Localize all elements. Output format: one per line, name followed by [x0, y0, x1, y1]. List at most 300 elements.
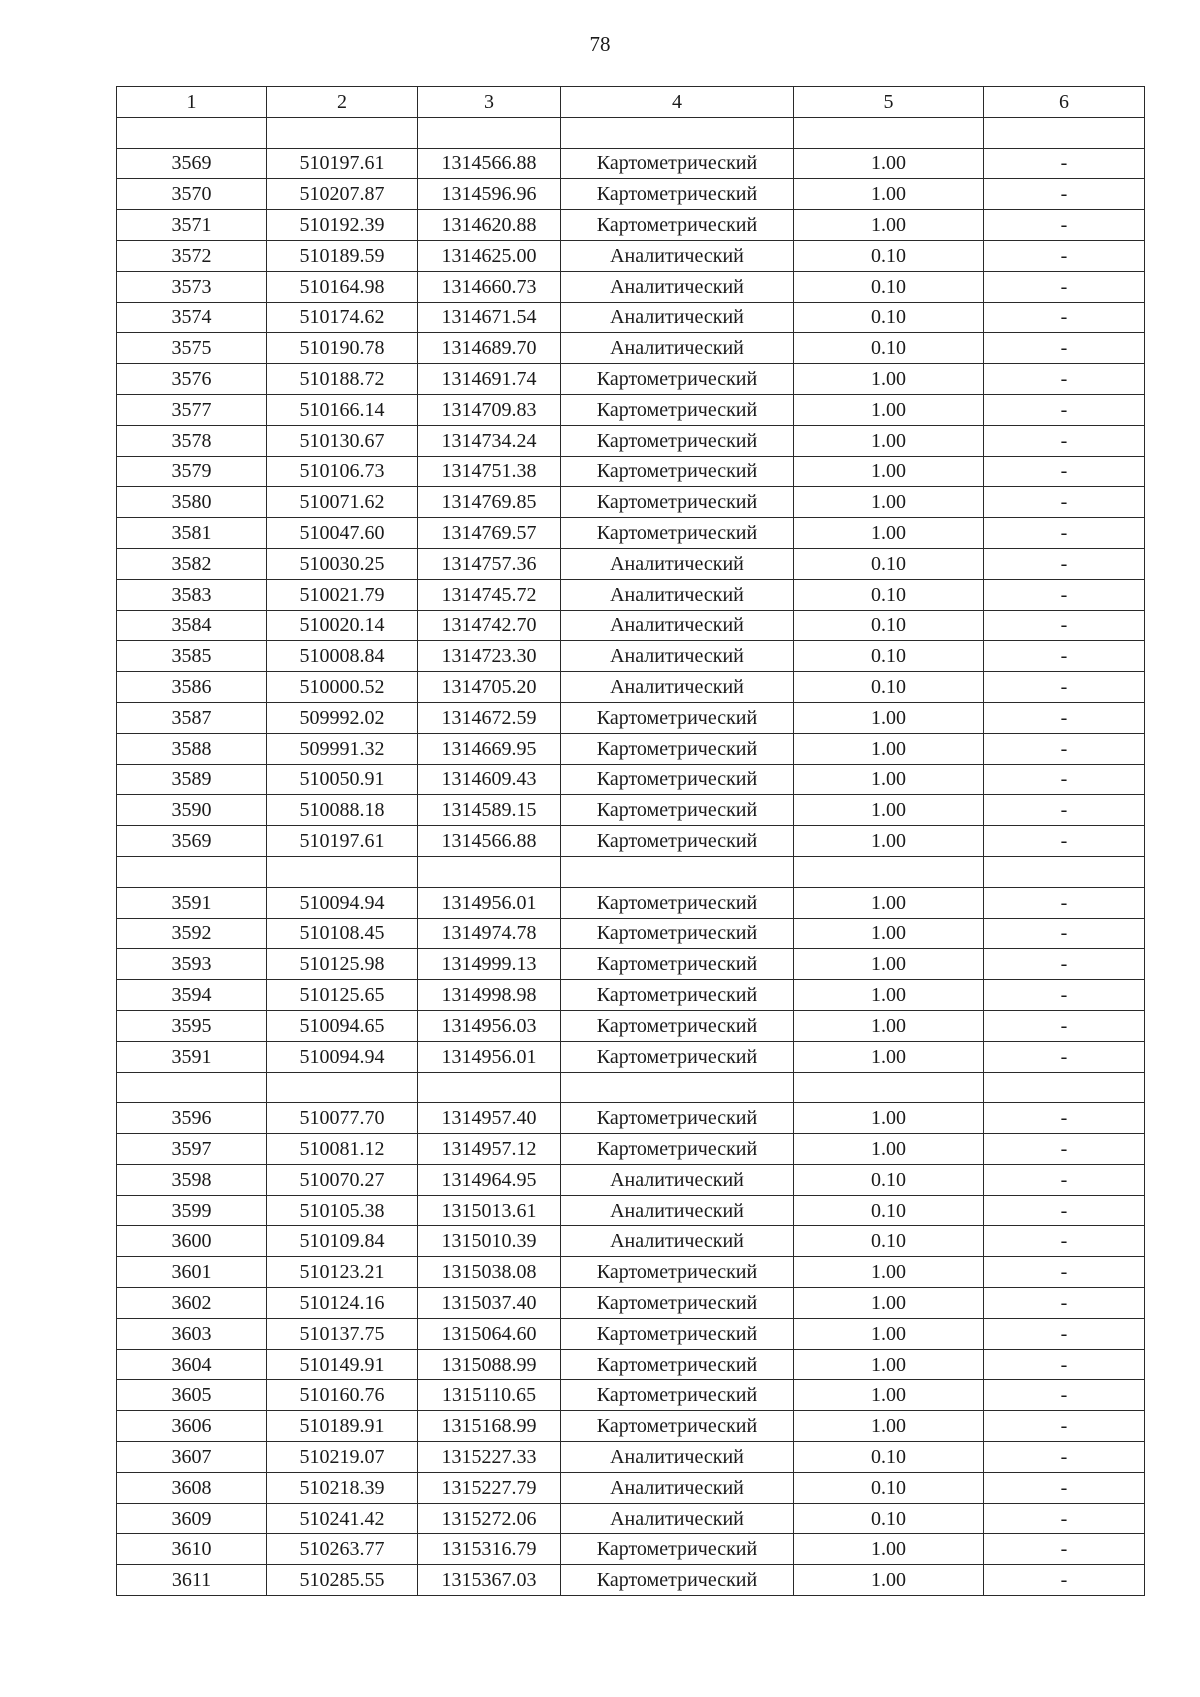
table-cell: 3605 — [117, 1380, 267, 1411]
table-cell: - — [984, 1195, 1145, 1226]
table-row — [117, 271, 1145, 302]
table-cell: 1314671.54 — [418, 302, 561, 333]
table-cell: 0.10 — [794, 302, 984, 333]
table-cell: Картометрический — [561, 980, 794, 1011]
table-row — [117, 1565, 1145, 1596]
table-cell: 510190.78 — [267, 333, 418, 364]
table-cell: 1315316.79 — [418, 1534, 561, 1565]
table-cell: 3580 — [117, 487, 267, 518]
table-cell: 1.00 — [794, 1411, 984, 1442]
table-cell: 509991.32 — [267, 733, 418, 764]
table-cell: 1314734.24 — [418, 425, 561, 456]
table-cell: 1.00 — [794, 1257, 984, 1288]
empty-cell — [984, 856, 1145, 887]
table-cell: 1315227.33 — [418, 1442, 561, 1473]
table-cell: 3571 — [117, 210, 267, 241]
table-cell: - — [984, 456, 1145, 487]
table-cell: 1.00 — [794, 1380, 984, 1411]
table-cell: 1314609.43 — [418, 764, 561, 795]
table-cell: 3584 — [117, 610, 267, 641]
table-cell: Аналитический — [561, 548, 794, 579]
table-cell: 510094.94 — [267, 887, 418, 918]
column-header: 3 — [418, 87, 561, 118]
table-cell: 0.10 — [794, 1472, 984, 1503]
table-row — [117, 1349, 1145, 1380]
table-cell: 1315367.03 — [418, 1565, 561, 1596]
table-cell: Аналитический — [561, 1503, 794, 1534]
table-cell: - — [984, 302, 1145, 333]
table-cell: - — [984, 672, 1145, 703]
table-cell: 1.00 — [794, 887, 984, 918]
table-row — [117, 302, 1145, 333]
table-cell: 3590 — [117, 795, 267, 826]
table-cell: Картометрический — [561, 887, 794, 918]
table-cell: Аналитический — [561, 271, 794, 302]
table-cell: - — [984, 980, 1145, 1011]
table-cell: Картометрический — [561, 764, 794, 795]
coordinates-table — [116, 86, 1145, 1596]
table-cell: 3587 — [117, 702, 267, 733]
table-cell: 0.10 — [794, 548, 984, 579]
table-cell: Аналитический — [561, 1164, 794, 1195]
table-row — [117, 240, 1145, 271]
table-cell: - — [984, 179, 1145, 210]
table-cell: 0.10 — [794, 1164, 984, 1195]
table-cell: - — [984, 1565, 1145, 1596]
table-row — [117, 1010, 1145, 1041]
table-cell: 1314660.73 — [418, 271, 561, 302]
table-cell: - — [984, 764, 1145, 795]
table-row — [117, 610, 1145, 641]
column-header: 6 — [984, 87, 1145, 118]
table-cell: Картометрический — [561, 1380, 794, 1411]
table-cell: Аналитический — [561, 672, 794, 703]
table-cell: - — [984, 1349, 1145, 1380]
table-cell: 3585 — [117, 641, 267, 672]
table-cell: 1315064.60 — [418, 1318, 561, 1349]
table-row — [117, 918, 1145, 949]
table-cell: 3603 — [117, 1318, 267, 1349]
table-row — [117, 1041, 1145, 1072]
empty-cell — [267, 1072, 418, 1103]
table-cell: 1314998.98 — [418, 980, 561, 1011]
table-cell: 3588 — [117, 733, 267, 764]
table-cell: 1.00 — [794, 518, 984, 549]
empty-cell — [561, 856, 794, 887]
table-cell: 3578 — [117, 425, 267, 456]
table-cell: 1.00 — [794, 918, 984, 949]
table-cell: 1315010.39 — [418, 1226, 561, 1257]
table-cell: 1.00 — [794, 179, 984, 210]
header-row — [117, 87, 1145, 118]
table-cell: 510124.16 — [267, 1288, 418, 1319]
empty-cell — [794, 856, 984, 887]
table-cell: 1314589.15 — [418, 795, 561, 826]
table-cell: 1314769.85 — [418, 487, 561, 518]
table-cell: 1314974.78 — [418, 918, 561, 949]
table-cell: 1.00 — [794, 702, 984, 733]
table-cell: 3569 — [117, 826, 267, 857]
table-cell: Картометрический — [561, 1257, 794, 1288]
table-cell: 1314957.12 — [418, 1134, 561, 1165]
table-row — [117, 425, 1145, 456]
table-cell: Аналитический — [561, 1226, 794, 1257]
table-cell: 3611 — [117, 1565, 267, 1596]
table-cell: Картометрический — [561, 518, 794, 549]
table-cell: - — [984, 1534, 1145, 1565]
table-cell: 510030.25 — [267, 548, 418, 579]
table-cell: 510109.84 — [267, 1226, 418, 1257]
table-cell: 1314956.01 — [418, 887, 561, 918]
table-cell: 1314689.70 — [418, 333, 561, 364]
table-cell: Картометрический — [561, 179, 794, 210]
table-cell: 1.00 — [794, 394, 984, 425]
table-cell: - — [984, 1164, 1145, 1195]
table-cell: 1.00 — [794, 1134, 984, 1165]
table-cell: 3569 — [117, 148, 267, 179]
table-cell: 510192.39 — [267, 210, 418, 241]
table-cell: 3594 — [117, 980, 267, 1011]
table-cell: - — [984, 518, 1145, 549]
table-row — [117, 456, 1145, 487]
table-cell: Картометрический — [561, 1288, 794, 1319]
table-cell: 1.00 — [794, 733, 984, 764]
table-row — [117, 795, 1145, 826]
table-row — [117, 980, 1145, 1011]
empty-cell — [117, 117, 267, 148]
table-cell: 0.10 — [794, 1226, 984, 1257]
table-row — [117, 579, 1145, 610]
table-cell: 510047.60 — [267, 518, 418, 549]
table-cell: 3586 — [117, 672, 267, 703]
table-cell: - — [984, 918, 1145, 949]
table-cell: 510219.07 — [267, 1442, 418, 1473]
table-cell: 1314769.57 — [418, 518, 561, 549]
table-cell: - — [984, 548, 1145, 579]
table-cell: 1314625.00 — [418, 240, 561, 271]
table-cell: 3581 — [117, 518, 267, 549]
table-cell: - — [984, 1103, 1145, 1134]
table-cell: 3596 — [117, 1103, 267, 1134]
table-cell: - — [984, 1472, 1145, 1503]
table-cell: Картометрический — [561, 795, 794, 826]
table-cell: Картометрический — [561, 1565, 794, 1596]
table-cell: 0.10 — [794, 1195, 984, 1226]
table-cell: 510108.45 — [267, 918, 418, 949]
table-cell: 1.00 — [794, 764, 984, 795]
table-cell: 510071.62 — [267, 487, 418, 518]
table-cell: 1.00 — [794, 425, 984, 456]
table-cell: - — [984, 1010, 1145, 1041]
empty-cell — [117, 856, 267, 887]
empty-cell — [794, 117, 984, 148]
table-cell: 509992.02 — [267, 702, 418, 733]
table-cell: 3593 — [117, 949, 267, 980]
table-cell: - — [984, 425, 1145, 456]
table-cell: - — [984, 1503, 1145, 1534]
table-cell: 3602 — [117, 1288, 267, 1319]
table-cell: Картометрический — [561, 733, 794, 764]
table-cell: 1314669.95 — [418, 733, 561, 764]
table-cell: 1314956.01 — [418, 1041, 561, 1072]
table-cell: 1314620.88 — [418, 210, 561, 241]
table-cell: 3597 — [117, 1134, 267, 1165]
table-row — [117, 1103, 1145, 1134]
table-cell: 3574 — [117, 302, 267, 333]
table-row — [117, 364, 1145, 395]
table-cell: 1314596.96 — [418, 179, 561, 210]
table-cell: 1.00 — [794, 826, 984, 857]
table-cell: 510094.65 — [267, 1010, 418, 1041]
table-row — [117, 394, 1145, 425]
table-cell: 0.10 — [794, 1442, 984, 1473]
column-header: 1 — [117, 87, 267, 118]
table-cell: - — [984, 210, 1145, 241]
table-cell: 510008.84 — [267, 641, 418, 672]
table-cell: 1315038.08 — [418, 1257, 561, 1288]
table-cell: 3591 — [117, 1041, 267, 1072]
column-header: 4 — [561, 87, 794, 118]
table-cell: 1.00 — [794, 1010, 984, 1041]
table-cell: - — [984, 826, 1145, 857]
table-row — [117, 1380, 1145, 1411]
table-cell: 510123.21 — [267, 1257, 418, 1288]
table-cell: 510160.76 — [267, 1380, 418, 1411]
table-cell: 3599 — [117, 1195, 267, 1226]
table-cell: Картометрический — [561, 949, 794, 980]
table-row — [117, 1534, 1145, 1565]
table-row — [117, 1288, 1145, 1319]
separator-row — [117, 1072, 1145, 1103]
empty-cell — [267, 856, 418, 887]
table-cell: 3576 — [117, 364, 267, 395]
table-cell: 1.00 — [794, 210, 984, 241]
table-row — [117, 179, 1145, 210]
table-cell: 1.00 — [794, 148, 984, 179]
table-cell: 0.10 — [794, 672, 984, 703]
table-cell: Аналитический — [561, 610, 794, 641]
table-cell: - — [984, 702, 1145, 733]
empty-cell — [561, 117, 794, 148]
table-row — [117, 333, 1145, 364]
page-number: 78 — [589, 32, 611, 56]
table-row — [117, 702, 1145, 733]
table-cell: 3608 — [117, 1472, 267, 1503]
table-cell: - — [984, 487, 1145, 518]
table-cell: 3601 — [117, 1257, 267, 1288]
table-cell: 510197.61 — [267, 148, 418, 179]
table-cell: Аналитический — [561, 240, 794, 271]
table-cell: 510166.14 — [267, 394, 418, 425]
table-cell: Картометрический — [561, 1411, 794, 1442]
table-cell: 0.10 — [794, 271, 984, 302]
column-header: 2 — [267, 87, 418, 118]
table-cell: 3577 — [117, 394, 267, 425]
table-row — [117, 1195, 1145, 1226]
table-cell: 1.00 — [794, 364, 984, 395]
table-cell: 510020.14 — [267, 610, 418, 641]
table-cell: Картометрический — [561, 1010, 794, 1041]
table-cell: 510164.98 — [267, 271, 418, 302]
table-cell: 510241.42 — [267, 1503, 418, 1534]
table-cell: 1314999.13 — [418, 949, 561, 980]
table-cell: 1314956.03 — [418, 1010, 561, 1041]
empty-cell — [418, 117, 561, 148]
table-cell: 3609 — [117, 1503, 267, 1534]
table-cell: 510077.70 — [267, 1103, 418, 1134]
table-cell: - — [984, 610, 1145, 641]
table-cell: 1.00 — [794, 1349, 984, 1380]
table-row — [117, 1257, 1145, 1288]
table-cell: 1315168.99 — [418, 1411, 561, 1442]
table-cell: 3583 — [117, 579, 267, 610]
table-cell: 3591 — [117, 887, 267, 918]
table-cell: Аналитический — [561, 1442, 794, 1473]
table-cell: 510218.39 — [267, 1472, 418, 1503]
separator-row — [117, 856, 1145, 887]
table-cell: - — [984, 1380, 1145, 1411]
table-cell: Картометрический — [561, 826, 794, 857]
table-cell: 510125.65 — [267, 980, 418, 1011]
empty-cell — [418, 1072, 561, 1103]
table-row — [117, 148, 1145, 179]
table-cell: 510105.38 — [267, 1195, 418, 1226]
table-cell: Картометрический — [561, 364, 794, 395]
table-cell: 1.00 — [794, 1565, 984, 1596]
table-cell: 510070.27 — [267, 1164, 418, 1195]
empty-cell — [117, 1072, 267, 1103]
table-cell: - — [984, 733, 1145, 764]
table-cell: Аналитический — [561, 641, 794, 672]
table-row — [117, 210, 1145, 241]
table-row — [117, 548, 1145, 579]
table-cell: 1315227.79 — [418, 1472, 561, 1503]
table-cell: 1.00 — [794, 1041, 984, 1072]
table-cell: - — [984, 333, 1145, 364]
table-cell: - — [984, 1318, 1145, 1349]
empty-cell — [267, 117, 418, 148]
separator-row — [117, 117, 1145, 148]
table-cell: 510189.91 — [267, 1411, 418, 1442]
table-cell: 1.00 — [794, 949, 984, 980]
table-cell: Аналитический — [561, 1472, 794, 1503]
table-cell: Картометрический — [561, 1349, 794, 1380]
table-cell: 1314705.20 — [418, 672, 561, 703]
table-cell: 0.10 — [794, 579, 984, 610]
table-row — [117, 764, 1145, 795]
table-cell: 3600 — [117, 1226, 267, 1257]
table-cell: - — [984, 1257, 1145, 1288]
table-cell: - — [984, 1288, 1145, 1319]
table-cell: 1.00 — [794, 795, 984, 826]
table-cell: Картометрический — [561, 918, 794, 949]
table-cell: 1314964.95 — [418, 1164, 561, 1195]
table-cell: Картометрический — [561, 1318, 794, 1349]
table-cell: 1314757.36 — [418, 548, 561, 579]
table-cell: 1.00 — [794, 487, 984, 518]
table-cell: - — [984, 1442, 1145, 1473]
table-cell: - — [984, 1226, 1145, 1257]
table-cell: 3575 — [117, 333, 267, 364]
table-row — [117, 641, 1145, 672]
table-cell: Картометрический — [561, 456, 794, 487]
table-row — [117, 733, 1145, 764]
table-row — [117, 887, 1145, 918]
table-cell: 1314751.38 — [418, 456, 561, 487]
table-cell: Картометрический — [561, 210, 794, 241]
table-cell: 0.10 — [794, 333, 984, 364]
table-cell: Картометрический — [561, 1103, 794, 1134]
table-cell: 510094.94 — [267, 1041, 418, 1072]
table-cell: 3604 — [117, 1349, 267, 1380]
table-cell: 3598 — [117, 1164, 267, 1195]
table-cell: 510081.12 — [267, 1134, 418, 1165]
table-cell: 1.00 — [794, 980, 984, 1011]
table-cell: - — [984, 148, 1145, 179]
table-cell: - — [984, 887, 1145, 918]
table-cell: 510050.91 — [267, 764, 418, 795]
table-cell: - — [984, 240, 1145, 271]
table-cell: 1314709.83 — [418, 394, 561, 425]
table-row — [117, 518, 1145, 549]
table-cell: 510000.52 — [267, 672, 418, 703]
empty-cell — [794, 1072, 984, 1103]
empty-cell — [418, 856, 561, 887]
table-cell: 3579 — [117, 456, 267, 487]
table-cell: 510125.98 — [267, 949, 418, 980]
table-cell: 510188.72 — [267, 364, 418, 395]
table-cell: 510088.18 — [267, 795, 418, 826]
table-cell: - — [984, 364, 1145, 395]
column-header: 5 — [794, 87, 984, 118]
table-cell: 510197.61 — [267, 826, 418, 857]
table-cell: 1314566.88 — [418, 826, 561, 857]
table-cell: 510021.79 — [267, 579, 418, 610]
table-cell: 1314566.88 — [418, 148, 561, 179]
table-row — [117, 1442, 1145, 1473]
table-cell: 1314745.72 — [418, 579, 561, 610]
empty-cell — [984, 117, 1145, 148]
table-cell: 510106.73 — [267, 456, 418, 487]
empty-cell — [984, 1072, 1145, 1103]
table-cell: 3607 — [117, 1442, 267, 1473]
table-cell: 1315272.06 — [418, 1503, 561, 1534]
table-body — [117, 117, 1145, 1595]
table-cell: 3582 — [117, 548, 267, 579]
table-cell: 3606 — [117, 1411, 267, 1442]
table-cell: Картометрический — [561, 702, 794, 733]
table-cell: 1315037.40 — [418, 1288, 561, 1319]
table-cell: 1.00 — [794, 1288, 984, 1319]
table-cell: Картометрический — [561, 148, 794, 179]
table-cell: 510174.62 — [267, 302, 418, 333]
table-cell: 510130.67 — [267, 425, 418, 456]
table-cell: 1.00 — [794, 456, 984, 487]
table-cell: Картометрический — [561, 394, 794, 425]
table-cell: Аналитический — [561, 333, 794, 364]
table-cell: 3589 — [117, 764, 267, 795]
table-cell: Аналитический — [561, 1195, 794, 1226]
table-cell: Картометрический — [561, 425, 794, 456]
table-cell: - — [984, 641, 1145, 672]
table-cell: 0.10 — [794, 1503, 984, 1534]
table-cell: Картометрический — [561, 1534, 794, 1565]
table-cell: 1314672.59 — [418, 702, 561, 733]
table-cell: Картометрический — [561, 487, 794, 518]
table-cell: 1314723.30 — [418, 641, 561, 672]
table-row — [117, 672, 1145, 703]
table-cell: 1315013.61 — [418, 1195, 561, 1226]
